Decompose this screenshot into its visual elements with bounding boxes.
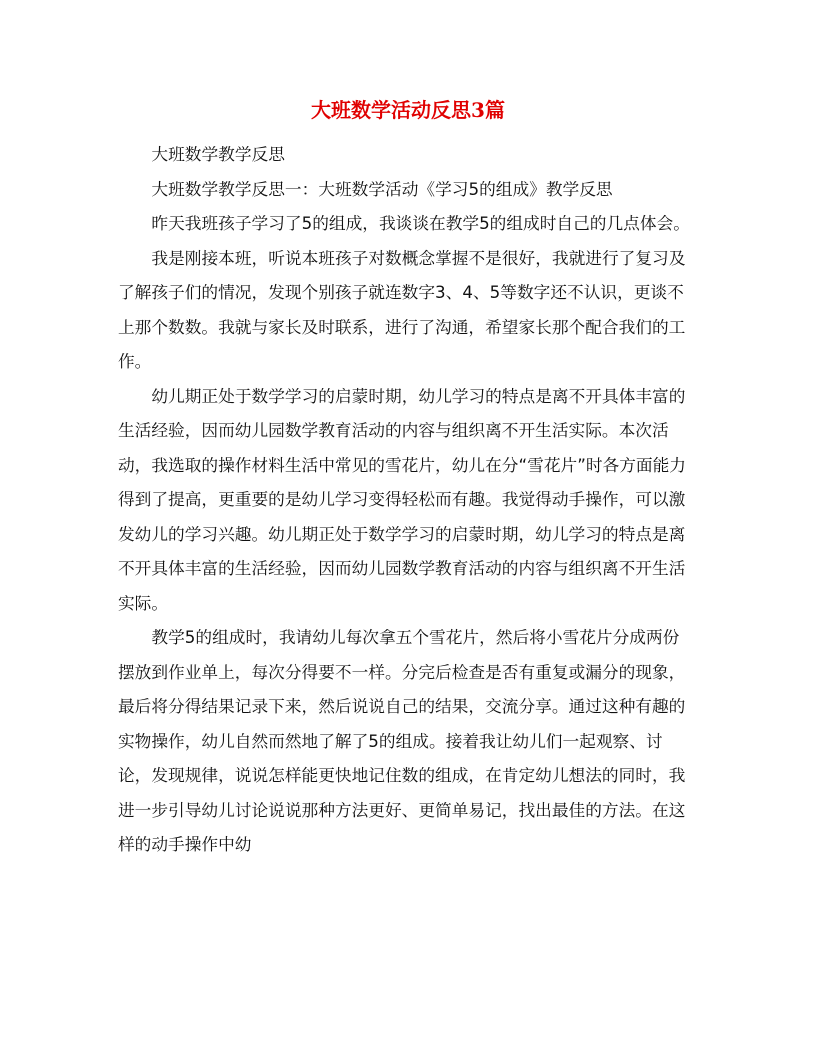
section-heading-paragraph: 大班数学教学反思一：大班数学活动《学习5的组成》教学反思	[151, 178, 613, 199]
document-title: 大班数学活动反思3篇	[311, 98, 505, 122]
body-paragraph: 教学5的组成时，我请幼儿每次拿五个雪花片，然后将小雪花片分成两份摆放到作业单上，每次分得要不一样。分完后检查是否有重复或漏分的现象，最后将分得结果记录下来，然后说说自己的结果，交流分享。通过这种有趣的实物操作，幼儿自然而然地了解了5的组成。接着我让幼儿们一起观察、讨论，发现规律，说说怎样能更快地记住数的组成，在肯定幼儿想法的同时，我进一步引导幼儿讨论说说那种方法更好、更简单易记，找出最佳的方法。在这样的动手操作中幼	[118, 627, 686, 854]
document-body	[118, 137, 692, 862]
body-paragraph: 幼儿期正处于数学学习的启蒙时期，幼儿学习的特点是离不开具体丰富的生活经验，因而幼儿园数学教育活动的内容与组织离不开生活实际。本次活动，我选取的操作材料生活中常见的雪花片，幼儿在分“雪花片”时各方面能力得到了提高，更重要的是幼儿学习变得轻松而有趣。我觉得动手操作，可以激发幼儿的学习兴趣。幼儿期正处于数学学习的启蒙时期，幼儿学习的特点是离不开具体丰富的生活经验，因而幼儿园数学教育活动的内容与组织离不开生活实际。	[118, 385, 686, 613]
body-paragraph: 昨天我班孩子学习了5的组成，我谈谈在教学5的组成时自己的几点体会。	[151, 213, 690, 233]
subtitle-paragraph: 大班数学教学反思	[151, 144, 285, 164]
body-paragraph: 我是刚接本班，听说本班孩子对数概念掌握不是很好，我就进行了复习及了解孩子们的情况，发现个别孩子就连数字3、4、5等数字还不认识，更谈不上那个数数。我就与家长及时联系，进行了沟通，希望家长那个配合我们的工作。	[118, 247, 686, 371]
